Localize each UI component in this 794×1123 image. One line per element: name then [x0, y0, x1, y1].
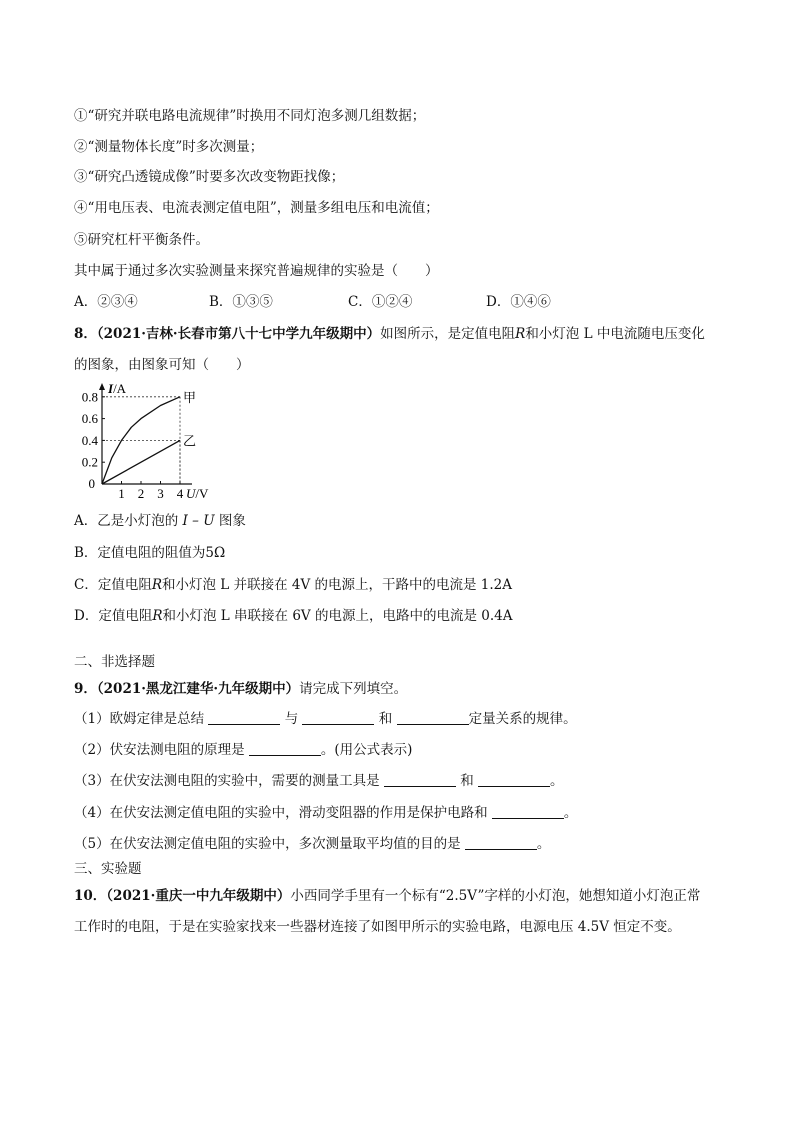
- q8-option-d-text-end: 和小灯泡 L 串联接在 6V 的电源上，电路中的电流是 0.4A: [162, 608, 513, 624]
- q8-number: 8．: [74, 326, 97, 342]
- x-tick-label-2: 3: [157, 486, 164, 500]
- q8-option-c-resistor: R: [151, 577, 163, 593]
- q8-option-d-resistor: R: [152, 608, 163, 624]
- q9-blank-4[interactable]: [249, 743, 321, 756]
- q9-blank-1[interactable]: [208, 712, 280, 725]
- q8-option-d-text: D．定值电阻: [74, 608, 153, 624]
- q9-source: （2021·黑龙江建华·九年级期中）: [96, 681, 300, 697]
- q9-part-3: [74, 769, 563, 789]
- q9-part-1: [74, 707, 577, 727]
- q9-part-3-and: 和: [460, 773, 474, 789]
- q7-option-a: A．②③④: [74, 294, 138, 310]
- q8-option-a: [74, 509, 246, 529]
- q9-part-3-text: （3）在伏安法测电阻的实验中，需要的测量工具是: [74, 773, 380, 789]
- q9-part-5: [74, 832, 550, 852]
- origin-label: 0: [88, 476, 95, 491]
- q7-option-c: C．①②④: [348, 294, 413, 310]
- x-tick-label-1: 2: [137, 486, 145, 500]
- q9-part-1-text: （1）欧姆定律是总结: [74, 711, 205, 727]
- section-2-title: 二、非选择题: [74, 654, 155, 670]
- q8-option-b: B．定值电阻的阻值为5Ω: [74, 545, 226, 561]
- q10-line-1: [74, 884, 700, 904]
- q9-blank-8[interactable]: [465, 837, 537, 850]
- y-axis-arrow: [99, 383, 105, 390]
- q10-line-2: 工作时的电阻，于是在实验家找来一些器材连接了如图甲所示的实验电路，电源电压 4.5V 恒定不变。: [74, 919, 681, 935]
- q9-part-1-and-2: 和: [378, 711, 393, 727]
- q8-stem-line2: 的图象，由图象可知（ ）: [74, 357, 250, 373]
- q7-stem: 其中属于通过多次实验测量来探究普遍规律的实验是（ ）: [74, 263, 439, 279]
- q8-option-a-text-end: 图象: [218, 513, 246, 529]
- q8-option-d: [74, 604, 512, 624]
- series-label-1: 乙: [183, 433, 197, 449]
- q9-part-5-text: （5）在伏安法测定值电阻的实验中，多次测量取平均值的目的是: [74, 836, 461, 852]
- q9-part-4-text: （4）在伏安法测定值电阻的实验中，滑动变阻器的作用是保护电路和: [74, 805, 488, 821]
- q7-item-5: ⑤研究杠杆平衡条件。: [74, 232, 209, 248]
- x-tick-label-3: 4: [176, 486, 184, 500]
- q9-blank-3[interactable]: [397, 712, 469, 725]
- q8-option-c: [74, 573, 512, 593]
- q10-source: （2021·重庆一中九年级期中）: [106, 888, 291, 904]
- series-line-0: [102, 397, 180, 484]
- q7-item-4: ④“用电压表、电流表测定值电阻”，测量多组电压和电流值；: [74, 200, 439, 216]
- y-tick-label-3: 0.8: [81, 389, 98, 405]
- q10-text-1: 小西同学手里有一个标有“2.5V”字样的小灯泡，她想知道小灯泡正常: [290, 888, 701, 904]
- q7-item-3: ③“研究凸透镜成像”时要多次改变物距找像；: [74, 169, 345, 185]
- q9-blank-7[interactable]: [492, 806, 564, 819]
- q9-stem: 请完成下列填空。: [299, 681, 408, 697]
- series-label-0: 甲: [183, 389, 197, 405]
- q8-option-a-text: A．乙是小灯泡的: [74, 513, 179, 529]
- q9-part-4: [74, 801, 577, 821]
- q7-option-b: B．①③⑤: [209, 294, 273, 310]
- q8-stem-line1: [74, 322, 705, 342]
- q8-resistor-symbol: R: [515, 326, 526, 342]
- q9-header: [74, 677, 407, 697]
- q9-part-1-end: 定量关系的规律。: [468, 711, 577, 727]
- q9-number: 9．: [74, 681, 97, 697]
- series-line-1: [102, 440, 180, 484]
- q9-part-2: [74, 738, 412, 758]
- q9-part-4-end: 。: [563, 805, 578, 821]
- x-tick-label-0: 1: [118, 486, 125, 500]
- q10-number: 10．: [74, 888, 107, 904]
- q8-stem-text-b: 和小灯泡 L 中电流随电压变化: [525, 326, 705, 342]
- y-tick-label-1: 0.4: [81, 432, 98, 448]
- q9-blank-6[interactable]: [478, 774, 550, 787]
- q7-item-2: ②“测量物体长度”时多次测量；: [74, 139, 264, 155]
- y-tick-label-2: 0.6: [81, 411, 98, 427]
- q9-blank-5[interactable]: [384, 774, 456, 787]
- y-axis-label: I/A: [108, 381, 127, 396]
- q7-option-d: D．①④⑥: [486, 294, 551, 310]
- q8-option-c-text: C．定值电阻: [74, 577, 152, 593]
- q9-part-3-end: 。: [549, 773, 564, 789]
- q8-option-a-iu: I – U: [182, 513, 215, 529]
- x-axis-label: U/V: [186, 486, 209, 500]
- y-tick-label-0: 0.2: [81, 454, 98, 470]
- q8-source: （2021·吉林·长春市第八十七中学九年级期中）: [96, 326, 381, 342]
- q9-part-2-end: 。(用公式表示): [320, 742, 413, 758]
- q8-stem-text: 如图所示，是定值电阻: [380, 326, 516, 342]
- q9-part-2-text: （2）伏安法测电阻的原理是: [74, 742, 245, 758]
- q8-option-c-text-end: 和小灯泡 L 并联接在 4V 的电源上，干路中的电流是 1.2A: [162, 577, 512, 593]
- iu-graph: [74, 378, 214, 500]
- q7-item-1: ①“研究并联电路电流规律”时换用不同灯泡多测几组数据；: [74, 108, 426, 124]
- q9-part-5-end: 。: [536, 836, 551, 852]
- section-3-title: 三、实验题: [74, 861, 142, 877]
- q9-blank-2[interactable]: [302, 712, 374, 725]
- q9-part-1-and: 与: [284, 711, 299, 727]
